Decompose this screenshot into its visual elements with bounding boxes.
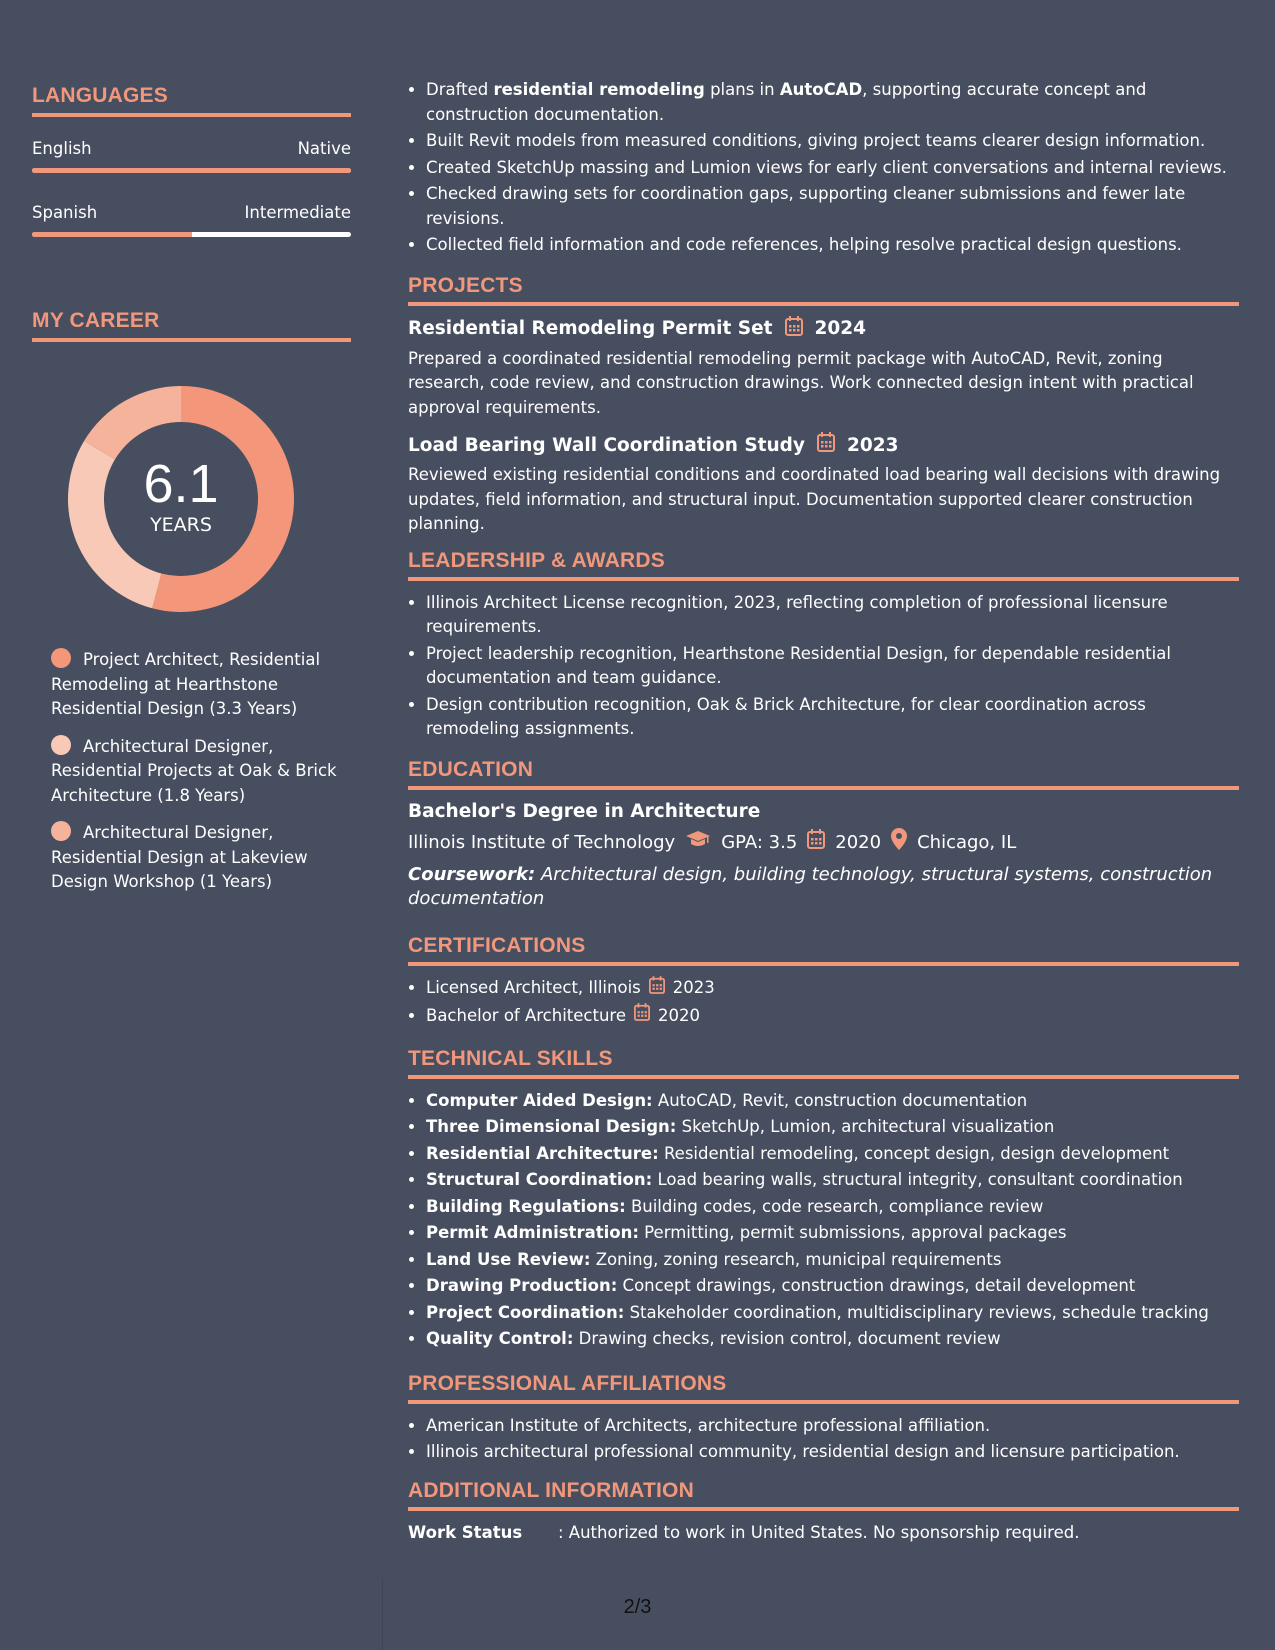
leadership-list [408, 591, 1239, 742]
experience-bullet: • Checked drawing sets for coordination gaps, supporting cleaner submissions and fewer late revisions. [426, 182, 1239, 231]
skill-label: Computer Aided Design: [426, 1090, 653, 1110]
certification-item [426, 1003, 1239, 1029]
certifications-section [408, 934, 1239, 1029]
skill-label: Quality Control: [426, 1329, 574, 1348]
page-number: 2/3 [623, 1596, 652, 1618]
leadership-item: • Project leadership recognition, Hearthstone Residential Design, for dependable residential documentation and team guidance. [426, 642, 1239, 691]
work-status-label: Work Status [408, 1522, 523, 1542]
project-year: 2024 [814, 318, 867, 339]
language-item [32, 139, 351, 173]
certification-year: 2020 [657, 1005, 700, 1025]
skill-item [426, 1089, 1239, 1114]
affiliation-item: • American Institute of Architects, architecture professional affiliation. [426, 1414, 1239, 1439]
project-name: Load Bearing Wall Coordination Study [408, 434, 805, 456]
skills-section [408, 1047, 1239, 1352]
skill-item [426, 1115, 1239, 1140]
career-legend-item [51, 648, 341, 722]
languages-title: LANGUAGES [32, 84, 351, 117]
career-legend-label: Architectural Designer, Residential Design at Lakeview Design Workshop (1 Years) [51, 823, 308, 891]
proficiency-fill [32, 168, 351, 173]
skill-item [426, 1221, 1239, 1246]
skill-value: Concept drawings, construction drawings, detail development [617, 1276, 1136, 1295]
affiliations-section [408, 1372, 1239, 1465]
leadership-item: • Design contribution recognition, Oak & Brick Architecture, for clear coordination across remodeling assignments. [426, 693, 1239, 742]
skill-label: Residential Architecture: [426, 1143, 659, 1163]
skills-title: TECHNICAL SKILLS [408, 1047, 1239, 1079]
leadership-section [408, 549, 1239, 742]
calendar-icon [785, 316, 803, 343]
education-location: Chicago, IL [917, 832, 1017, 853]
education-title: EDUCATION [408, 758, 1239, 790]
skill-value: Residential remodeling, concept design, design development [658, 1143, 1170, 1163]
legend-dot [51, 648, 71, 668]
skill-label: Drawing Production: [426, 1276, 618, 1295]
leadership-item: • Illinois Architect License recognition, 2023, reflecting completion of professional licensure requirements. [426, 591, 1239, 640]
project-item [408, 432, 1239, 537]
skill-label: Permit Administration: [426, 1223, 639, 1242]
skill-label: Project Coordination: [426, 1302, 625, 1322]
skills-list [408, 1089, 1239, 1352]
education-coursework [408, 863, 1239, 912]
skill-value: SketchUp, Lumion, architectural visualization [676, 1117, 1055, 1136]
coursework-text: Architectural design, building technology, structural systems, construction documentation [408, 863, 1213, 909]
skill-value: Permitting, permit submissions, approval packages [638, 1223, 1067, 1242]
skill-value: Zoning, zoning research, municipal requirements [590, 1249, 1002, 1269]
leadership-title: LEADERSHIP & AWARDS [408, 549, 1239, 581]
certification-name: • Licensed Architect, Illinois [426, 978, 641, 997]
career-title: MY CAREER [32, 309, 351, 342]
proficiency-fill [32, 232, 192, 237]
certification-name: • Bachelor of Architecture [426, 1005, 626, 1025]
career-legend-label: Project Architect, Residential Remodeling at Hearthstone Residential Design (3.3 Years) [51, 650, 321, 718]
additional-section [408, 1479, 1239, 1545]
project-name: Residential Remodeling Permit Set [408, 318, 773, 339]
main-content [408, 78, 1239, 1545]
career-total-years: 6.1 [143, 454, 219, 514]
project-description: Reviewed existing residential conditions and coordinated load bearing wall decisions with drawing updates, field information, and structural input. Documentation supported clearer construction planning. [408, 465, 1221, 533]
career-years-unit: YEARS [150, 514, 212, 536]
skill-item [426, 1168, 1239, 1193]
education-gpa: GPA: 3.5 [721, 832, 798, 853]
experience-bullet: • Built Revit models from measured conditions, giving project teams clearer design information. [426, 129, 1239, 154]
legend-dot [51, 735, 71, 755]
language-proficiency-bar [32, 168, 351, 173]
skill-label: Three Dimensional Design: [426, 1117, 677, 1136]
work-status-value: : Authorized to work in United States. No sponsorship required. [558, 1522, 1080, 1542]
coursework-label: Coursework: [408, 863, 536, 885]
legend-dot [51, 821, 71, 841]
skill-value: Load bearing walls, structural integrity, consultant coordination [652, 1170, 1183, 1189]
skill-item [426, 1142, 1239, 1167]
affiliations-title: PROFESSIONAL AFFILIATIONS [408, 1372, 1239, 1404]
skill-value: AutoCAD, Revit, construction documentation [652, 1090, 1028, 1110]
calendar-icon [817, 432, 835, 459]
affiliation-item: • Illinois architectural professional community, residential design and licensure participation. [426, 1440, 1239, 1465]
certifications-title: CERTIFICATIONS [408, 934, 1239, 966]
graduation-cap-icon [685, 829, 711, 857]
experience-bullet: • Collected field information and code references, helping resolve practical design questions. [426, 233, 1239, 258]
education-school: Illinois Institute of Technology [408, 832, 676, 853]
donut-segment [84, 386, 181, 459]
certification-year: 2023 [672, 978, 715, 997]
certifications-list [408, 976, 1239, 1029]
skill-label: Land Use Review: [426, 1249, 591, 1269]
career-section [32, 309, 351, 895]
skill-item [426, 1274, 1239, 1299]
language-level: Intermediate [244, 203, 351, 222]
language-name: English [32, 139, 92, 158]
additional-title: ADDITIONAL INFORMATION [408, 1479, 1239, 1511]
skill-item [426, 1248, 1239, 1273]
work-status-row [408, 1521, 1239, 1545]
education-section [408, 758, 1239, 912]
affiliations-list [408, 1414, 1239, 1465]
skill-value: Building codes, code research, compliance review [625, 1196, 1044, 1216]
career-legend-item [51, 821, 341, 895]
experience-bullet: • Created SketchUp massing and Lumion views for early client conversations and internal reviews. [426, 156, 1239, 181]
skill-value: Stakeholder coordination, multidisciplinary reviews, schedule tracking [624, 1302, 1209, 1322]
career-donut-chart [66, 384, 296, 614]
calendar-icon [649, 976, 665, 1002]
project-description: Prepared a coordinated residential remodeling permit package with AutoCAD, Revit, zoning research, code review, and construction drawings. Work connected design intent with practical approval requirements. [408, 348, 1194, 417]
career-legend-label: Architectural Designer, Residential Projects at Oak & Brick Architecture (1.8 Years) [51, 736, 337, 805]
project-year: 2023 [846, 434, 899, 456]
career-legend-item [51, 735, 341, 809]
projects-section [408, 274, 1239, 537]
donut-center [66, 456, 296, 536]
career-legend [51, 648, 341, 895]
education-details [408, 828, 1239, 859]
projects-title: PROJECTS [408, 274, 1239, 306]
skill-item [426, 1301, 1239, 1326]
skill-label: Building Regulations: [426, 1196, 626, 1216]
skill-item [426, 1327, 1239, 1352]
calendar-icon [807, 829, 825, 858]
language-list [32, 139, 351, 237]
experience-bullet: • Drafted residential remodeling plans in AutoCAD, supporting accurate concept and construction documentation. [426, 78, 1239, 127]
education-degree: Bachelor's Degree in Architecture [408, 800, 761, 822]
project-item [408, 316, 1239, 421]
skill-value: Drawing checks, revision control, document review [573, 1329, 1001, 1348]
location-pin-icon [891, 828, 907, 859]
skill-item [426, 1195, 1239, 1220]
skill-label: Structural Coordination: [426, 1170, 653, 1189]
experience-bullets [408, 78, 1239, 258]
language-level: Native [297, 139, 351, 158]
sidebar [32, 84, 351, 908]
language-name: Spanish [32, 203, 98, 222]
language-item [32, 203, 351, 237]
certification-item [426, 976, 1239, 1002]
education-year: 2020 [835, 832, 882, 853]
calendar-icon [634, 1003, 650, 1029]
language-proficiency-bar [32, 232, 351, 237]
